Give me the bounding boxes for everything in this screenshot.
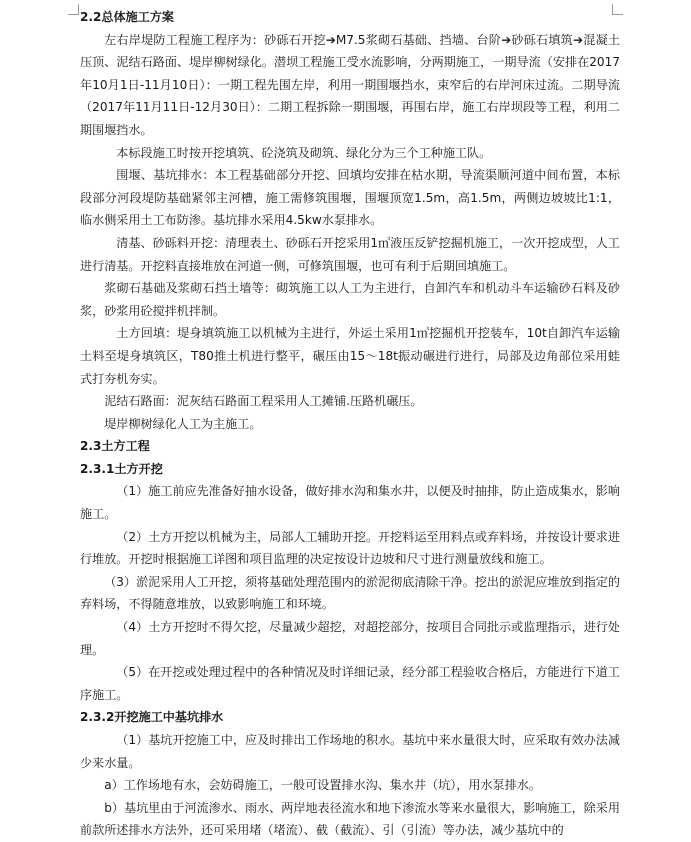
paragraph: b）基坑里由于河流渗水、雨水、两岸地表径流水和地下渗流水等来水量很大，影响施工，除采用前款所述排水方法外，还可采用堵（堵流）、截（截流）、引（引流）等办法，减少基坑中的 [80,800,620,838]
paragraph: 土方回填：堤身填筑施工以机械为主进行，外运土采用1㎥挖掘机开挖装车，10t自卸汽车运输土料至堤身填筑区，T80推土机进行整平，碾压由15～18t振动碾进行进行，局部及边角部位采用蛙式打夯机夯实。 [80,326,620,386]
paragraph: （4）土方开挖时不得欠挖，尽量减少超挖，对超挖部分，按项目合同批示或监理指示，进行处理。 [80,620,620,657]
paragraph: （1）基坑开挖施工中，应及时排出工作场地的积水。基坑中来水量很大时，应采取有效办法减少来水量。 [80,733,620,770]
heading-2-2: 2.2总体施工方案 [80,10,174,24]
heading-2-3-2: 2.3.2开挖施工中基坑排水 [80,710,224,725]
paragraph: 泥结石路面：泥灰结石路面工程采用人工摊铺.压路机碾压。 [104,394,423,409]
paragraph: 堤岸柳树绿化人工为主施工。 [104,416,262,431]
paragraph: （1）施工前应先准备好抽水设备，做好排水沟和集水井，以便及时抽排，防止造成集水，影响施工。 [80,484,620,522]
paragraph: （5）在开挖或处理过程中的各种情况及时详细记录，经分部工程验收合格后，方能进行下道工序施工。 [80,665,620,702]
paragraph: 清基、砂砾料开挖：清理表土、砂砾石开挖采用1㎥液压反铲挖掘机施工，一次开挖成型，人工进行清基。开挖料直接堆放在河道一侧，可修筑围堰，也可有利于后期回填施工。 [80,235,620,273]
paragraph: 本标段施工时按开挖填筑、砼浇筑及砌筑、绿化分为三个工种施工队。 [116,145,492,160]
heading-2-3: 2.3土方工程 [80,439,150,454]
paragraph: a）工作场地有水，会妨碍施工，一般可设置排水沟、集水井（坑），用水泵排水。 [104,778,541,793]
paragraph: （3）淤泥采用人工开挖，须将基础处理范围内的淤泥彻底清除干净。挖出的淤泥应堆放到指定的弃料场，不得随意堆放，以致影响施工和环境。 [80,574,620,612]
paragraph: 围堰、基坑排水：本工程基础部分开挖、回填均安排在枯水期，导流渠顺河道中间布置，本标段部分河段堤防基础紧邻主河槽，施工需修筑围堰，围堰顶宽1.5m，高1.5m，两侧边坡坡比1:1，临水侧采用土工布防渗。基坑排水采用4.5kw水泵排水。 [80,168,620,228]
paragraph: 浆砌石基础及浆砌石挡土墙等：砌筑施工以人工为主进行，自卸汽车和机动斗车运输砂石料及砂浆，砂浆用砼搅拌机拌制。 [80,281,620,318]
margin-corner-mark [68,4,79,15]
document-body [80,6,620,842]
paragraph: 左右岸堤防工程施工程序为：砂砾石开挖➔M7.5浆砌石基础、挡墙、台阶➔砂砾石填筑➔混凝土压顶、泥结石路面、堤岸柳树绿化。潜坝工程施工受水流影响，分两期施工，一期导流（安排在2017年10月1日-11月10日）：一期工程先围左岸，利用一期围堰挡水，束窄后的右岸河床过流。二期导流（2017年11月11日-12月30日）：二期工程拆除一期围堰，再围右岸，施工右岸坝段等工程，利用二期围堰挡水。 [80,32,620,137]
heading-2-3-1: 2.3.1土方开挖 [80,461,163,476]
paragraph: （2）土方开挖以机械为主，局部人工辅助开挖。开挖料运至用料点或弃料场，并按设计要求进行堆放。开挖时根据施工详图和项目监理的决定按设计边坡和尺寸进行测量放线和施工。 [80,529,620,567]
